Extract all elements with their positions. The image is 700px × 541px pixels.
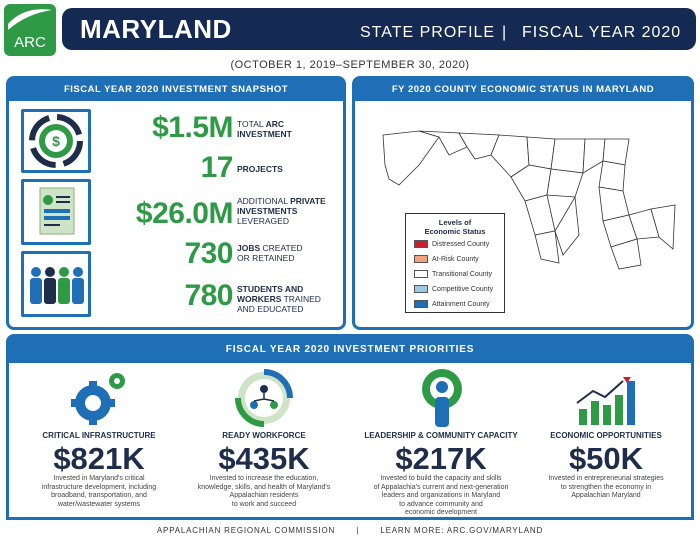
- header-separator: |: [502, 24, 507, 41]
- footer-org: APPALACHIAN REGIONAL COMMISSION: [156, 526, 336, 535]
- report-document-icon: [24, 182, 88, 242]
- county-status-panel: [352, 76, 694, 330]
- county-cecil: [603, 139, 629, 165]
- arc-logo: [4, 4, 56, 56]
- county-kent-queen-annes: [599, 161, 625, 191]
- county-baltimore: [551, 139, 585, 173]
- svg-text:$: $: [52, 133, 60, 149]
- jobs-value: 730: [184, 237, 233, 270]
- investment-snapshot-panel: [6, 76, 346, 330]
- county-carroll: [527, 137, 555, 169]
- leader-gear-icon: [417, 367, 467, 429]
- snapshot-title: FISCAL YEAR 2020 INVESTMENT SNAPSHOT: [9, 79, 343, 101]
- dollar-coin-icon: [24, 112, 88, 170]
- county-charles-st-marys: [535, 231, 559, 263]
- legend-title: Levels of Economic Status: [424, 218, 486, 236]
- map-legend: [405, 213, 505, 313]
- total-investment-label: TOTAL ARC INVESTMENT: [237, 119, 292, 139]
- gears-icon: [69, 369, 129, 427]
- leadership-heading: LEADERSHIP & COMMUNITY CAPACITY: [364, 431, 518, 440]
- priorities-title: FISCAL YEAR 2020 INVESTMENT PRIORITIES: [9, 337, 691, 363]
- jobs-label: JOBS CREATED OR RETAINED: [237, 243, 303, 263]
- profile-label: STATE PROFILE: [360, 24, 496, 41]
- projects-value: 17: [200, 151, 233, 184]
- workforce-heading: READY WORKFORCE: [222, 431, 306, 440]
- legend-distressed: Distressed County: [414, 240, 489, 252]
- legend-competitive: Competitive County: [414, 285, 493, 297]
- county-calvert: [555, 197, 579, 255]
- county-garrett: [383, 131, 439, 185]
- legend-attainment: Attainment County: [414, 300, 490, 312]
- county-howard-anne-arundel: [547, 169, 583, 197]
- people-icon-box: [21, 251, 91, 317]
- workforce-value: $435K: [218, 441, 310, 476]
- infrastructure-value: $821K: [53, 441, 145, 476]
- projects-label: PROJECTS: [237, 164, 283, 174]
- money-icon-box: [21, 109, 91, 173]
- state-name: MARYLAND: [80, 14, 232, 44]
- workforce-desc: Invested to increase the education, knowledge, skills, and health of Maryland's Appalachian residents to work and succeed: [197, 475, 331, 508]
- private-investments-label: ADDITIONAL PRIVATE INVESTMENTS LEVERAGED: [237, 196, 326, 226]
- leadership-desc: Invested to build the capacity and skills of Appalachia's current and next-generation leaders and organizations in Maryland to advance community and economic development: [373, 475, 509, 516]
- footer-separator: |: [356, 526, 360, 535]
- logo-text: ARC: [14, 34, 46, 51]
- county-prince-georges: [525, 195, 555, 235]
- infrastructure-heading: CRITICAL INFRASTRUCTURE: [42, 431, 156, 440]
- people-group-icon: [24, 254, 88, 314]
- fiscal-year-label: FISCAL YEAR 2020: [522, 24, 682, 41]
- legend-transitional: Transitional County: [414, 270, 492, 282]
- infrastructure-desc: Invested in Maryland's critical infrastructure development, including broadband, transportation, and water/wastewater systems: [41, 475, 157, 508]
- total-investment-value: $1.5M: [152, 111, 233, 144]
- students-label: STUDENTS AND WORKERS TRAINED AND EDUCATED: [237, 284, 321, 314]
- economic-value: $50K: [568, 441, 644, 476]
- document-icon-box: [21, 179, 91, 245]
- economic-heading: ECONOMIC OPPORTUNITIES: [550, 431, 662, 440]
- economic-desc: Invested in entrepreneurial strategies to strengthen the economy in Appalachian Maryland: [548, 475, 664, 499]
- growth-chart-icon: [575, 369, 639, 427]
- footer-learn-more-link[interactable]: LEARN MORE: ARC.GOV/MARYLAND: [380, 526, 544, 535]
- county-title: FY 2020 COUNTY ECONOMIC STATUS IN MARYLAND: [355, 79, 691, 101]
- date-range: (OCTOBER 1, 2019–SEPTEMBER 30, 2020): [230, 59, 470, 71]
- students-value: 780: [184, 279, 233, 312]
- investment-priorities-panel: [6, 334, 694, 520]
- legend-at-risk: At-Risk County: [414, 255, 479, 267]
- footer: [0, 526, 700, 535]
- workforce-network-icon: [235, 369, 293, 427]
- leadership-value: $217K: [395, 441, 487, 476]
- private-investments-value: $26.0M: [135, 197, 233, 230]
